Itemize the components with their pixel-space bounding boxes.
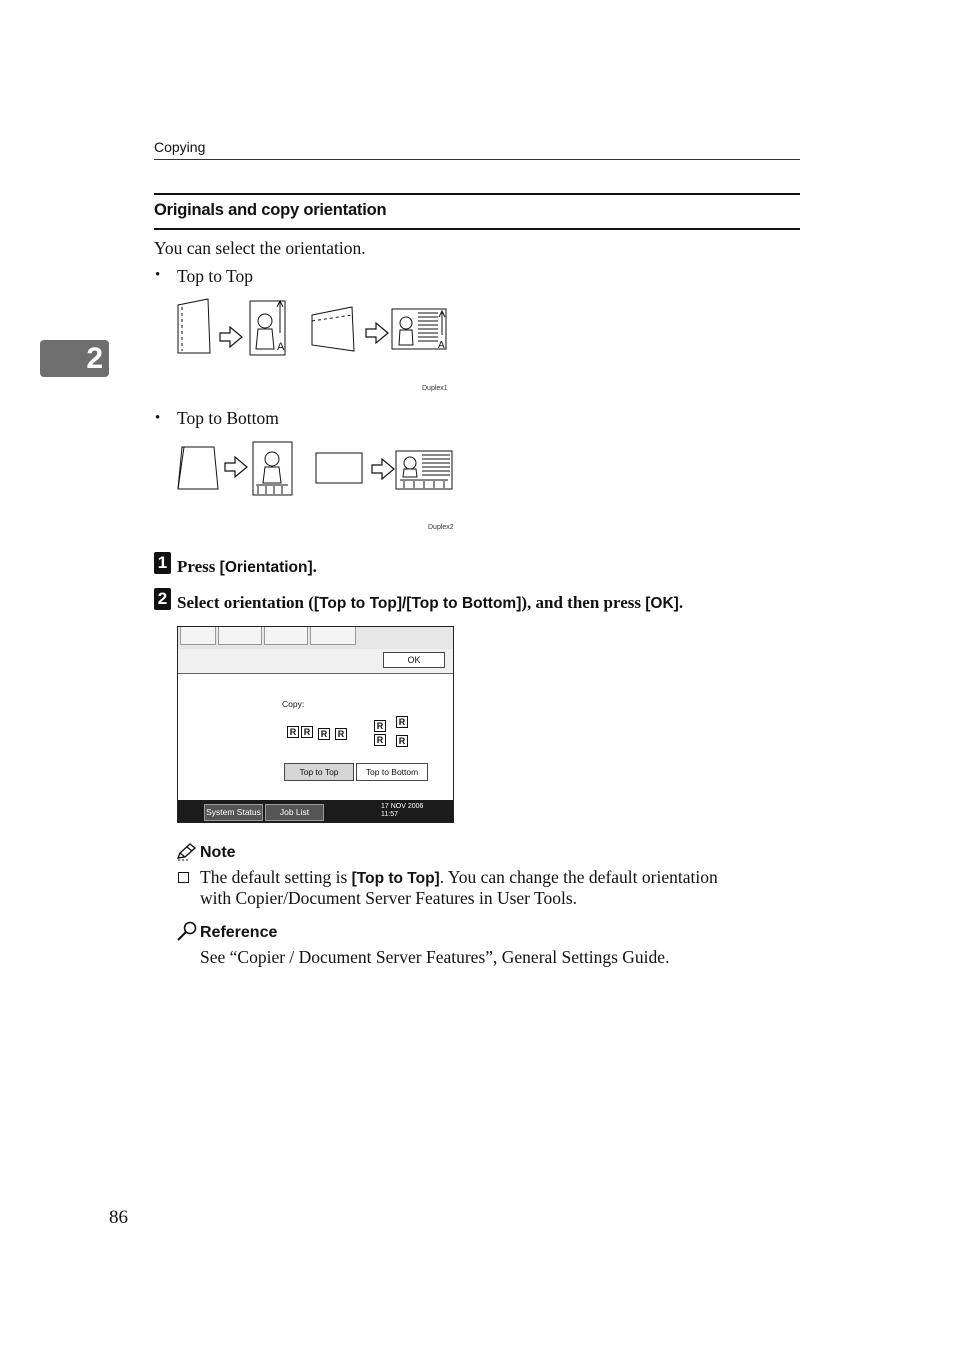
reference-text: See “Copier / Document Server Features”, General Settings Guide. bbox=[200, 947, 670, 967]
original-sheet-icon bbox=[178, 447, 218, 489]
screen-tab[interactable] bbox=[180, 627, 216, 645]
figure-caption: Duplex1 bbox=[422, 385, 448, 392]
magnifier-icon bbox=[176, 921, 198, 941]
copy-lines-icon bbox=[392, 309, 446, 351]
ok-button[interactable]: OK bbox=[383, 652, 445, 668]
r-icon: R bbox=[396, 735, 408, 747]
duplex2-figure bbox=[170, 437, 460, 502]
copy-label: Copy: bbox=[282, 699, 305, 709]
top-to-top-key: [Top to Top] bbox=[313, 595, 402, 612]
bullet-top-to-top: Top to Top bbox=[177, 266, 253, 286]
checkbox-bullet-icon bbox=[178, 872, 189, 883]
running-head: Copying bbox=[154, 139, 206, 155]
chapter-tab: 2 bbox=[40, 340, 109, 377]
job-list-button[interactable]: Job List bbox=[265, 804, 324, 821]
screen-tab[interactable] bbox=[264, 627, 308, 645]
figure-caption: Duplex2 bbox=[428, 524, 454, 531]
section-title: Originals and copy orientation bbox=[154, 201, 387, 219]
screen-status-bar bbox=[178, 800, 453, 823]
section-rule-top bbox=[154, 193, 800, 195]
bullet-top-to-bottom: Top to Bottom bbox=[177, 408, 279, 428]
screen-title-bar bbox=[178, 649, 453, 674]
step-number: 2 bbox=[154, 588, 171, 610]
r-icon: R bbox=[301, 726, 313, 738]
header-rule bbox=[154, 159, 800, 160]
r-icon: R bbox=[318, 728, 330, 740]
copy-lines-icon bbox=[396, 451, 452, 489]
arrow-icon bbox=[220, 327, 242, 347]
top-to-bottom-button[interactable]: Top to Bottom bbox=[356, 763, 428, 781]
original-sheet-icon bbox=[178, 299, 210, 353]
original-sheet-icon bbox=[316, 453, 362, 483]
page-number: 86 bbox=[109, 1207, 128, 1228]
section-rule-bottom bbox=[154, 228, 800, 230]
bullet-dot: • bbox=[155, 267, 161, 283]
bullet-dot: • bbox=[155, 410, 161, 426]
svg-text:A: A bbox=[438, 340, 445, 351]
note-line-2: with Copier/Document Server Features in User Tools. bbox=[200, 888, 578, 908]
r-icon: R bbox=[335, 728, 347, 740]
copy-figure-icon bbox=[250, 301, 285, 355]
r-icon: R bbox=[287, 726, 299, 738]
screen-tab-bar bbox=[178, 627, 453, 650]
screen-tab[interactable] bbox=[310, 627, 356, 645]
note-line-1: The default setting is [Top to Top]. You can change the default orientation bbox=[200, 867, 718, 887]
orientation-key: [Orientation] bbox=[219, 559, 313, 576]
copy-figure-icon bbox=[253, 442, 292, 495]
r-icon: R bbox=[396, 716, 408, 728]
step-2-text: Select orientation ([Top to Top]/[Top to Bottom]), and then press [OK]. bbox=[177, 593, 684, 612]
r-icon: R bbox=[374, 720, 386, 732]
step-number: 1 bbox=[154, 552, 171, 574]
step-1-text: Press [Orientation]. bbox=[177, 557, 317, 576]
intro-text: You can select the orientation. bbox=[154, 238, 366, 258]
r-icon: R bbox=[374, 734, 386, 746]
arrow-icon bbox=[225, 457, 247, 477]
reference-heading: Reference bbox=[200, 924, 278, 941]
svg-text:A: A bbox=[277, 341, 285, 353]
arrow-icon bbox=[372, 459, 394, 479]
pencil-icon bbox=[176, 843, 198, 861]
original-sheet-icon bbox=[312, 307, 354, 351]
orientation-screen bbox=[177, 626, 454, 823]
arrow-icon bbox=[366, 323, 388, 343]
top-to-bottom-key: [Top to Bottom] bbox=[406, 595, 522, 612]
top-to-top-button[interactable]: Top to Top bbox=[284, 763, 354, 781]
note-heading: Note bbox=[200, 844, 236, 861]
duplex1-figure bbox=[170, 293, 460, 363]
system-status-button[interactable]: System Status bbox=[204, 804, 263, 821]
top-to-top-key: [Top to Top] bbox=[351, 870, 440, 887]
ok-key: [OK] bbox=[645, 595, 679, 612]
screen-tab[interactable] bbox=[218, 627, 262, 645]
screen-clock: 17 NOV 2006 11:57 bbox=[381, 803, 424, 818]
